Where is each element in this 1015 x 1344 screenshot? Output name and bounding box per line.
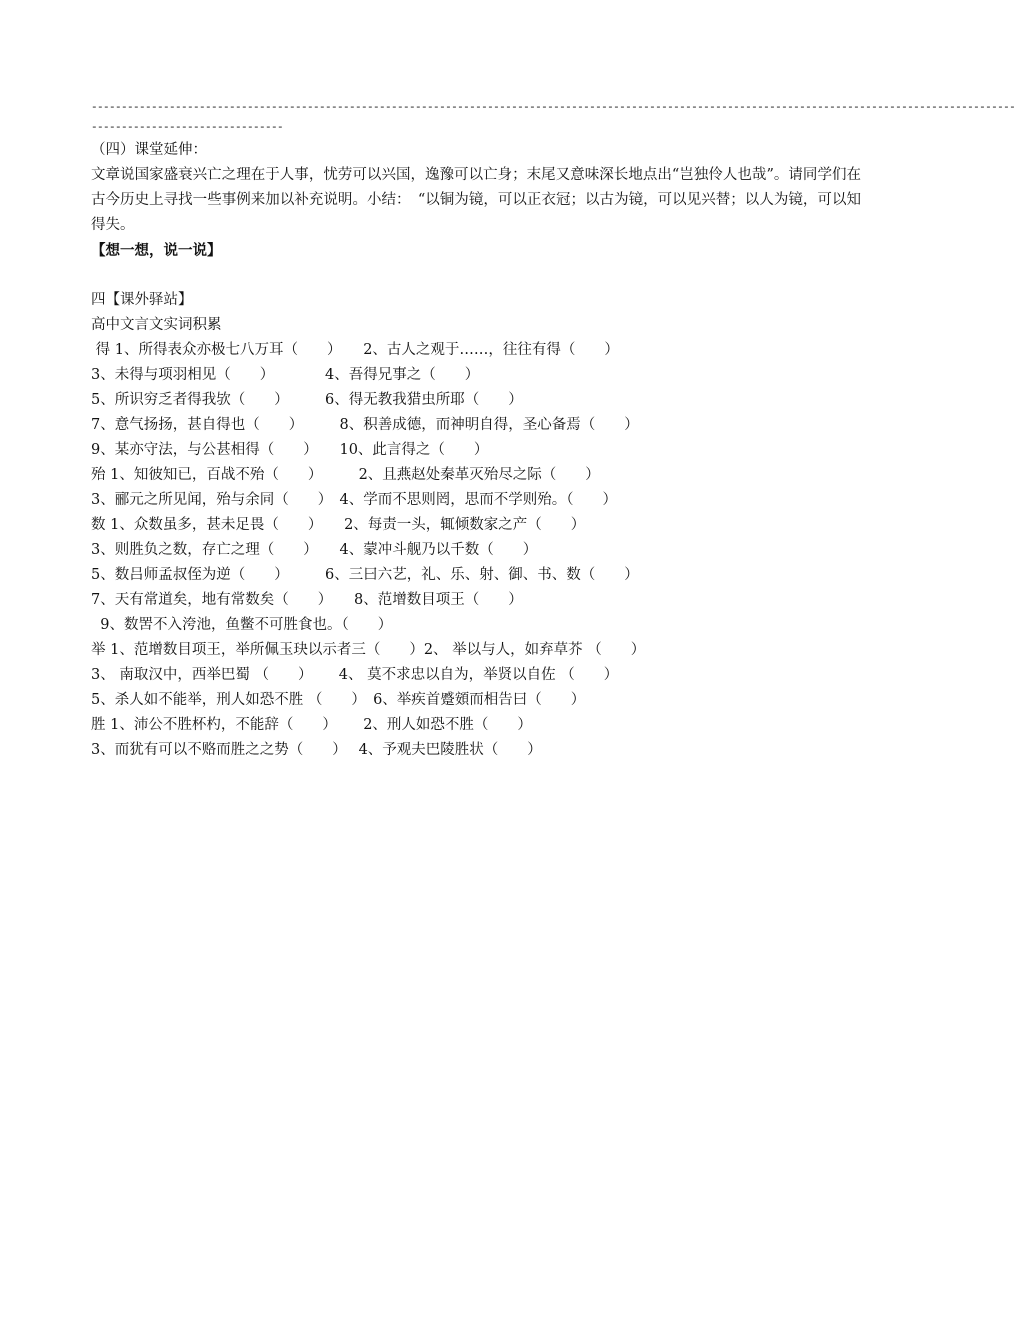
exercise-line: 得 1、所得表众亦极七八万耳（ ） 2、古人之观于……，往往有得（ ） [91,342,619,358]
extension-paragraph: 文章说国家盛衰兴亡之理在于人事，忧劳可以兴国，逸豫可以亡身；末尾又意味深长地点出“岂独伶人也哉”。请同学们在古今历史上寻找一些事例来加以补充说明。小结： “以铜为镜，可以正衣冠；以古为镜，可以见兴替；以人为镜，可以知得失。 [91,167,861,233]
section-heading-extension: （四）课堂延伸： [91,142,207,158]
exercise-line: 殆 1、知彼知已，百战不殆（ ） 2、且燕赵处秦革灭殆尽之际（ ） [91,467,600,483]
exercise-line: 9、数罟不入洿池，鱼鳖不可胜食也。（ ） [91,617,393,633]
section-subheading-vocabulary: 高中文言文实词积累 [91,317,222,333]
exercise-line: 5、数吕师孟叔侄为逆（ ） 6、三曰六艺，礼、乐、射、御、书、数（ ） [91,567,639,583]
think-and-say-prompt: 【想一想，说一说】 [91,242,222,259]
exercise-line: 5、所识穷乏者得我欤（ ） 6、得无教我猎虫所耶（ ） [91,392,523,408]
exercise-line: 3、则胜负之数，存亡之理（ ） 4、蒙冲斗舰乃以千数（ ） [91,542,538,558]
blank-line [91,263,861,288]
exercise-line: 7、意气扬扬，甚自得也（ ） 8、积善成德，而神明自得，圣心备焉（ ） [91,417,639,433]
section-heading-station: 四【课外驿站】 [91,292,193,308]
divider-line: ---------------------------------------------------------------------------------------------------------------------------------------------------------- [91,102,1015,114]
exercise-list [91,338,861,763]
exercise-line: 胜 1、沛公不胜杯杓，不能辞（ ） 2、刑人如恐不胜（ ） [91,717,532,733]
exercise-line: 3、未得与项羽相见（ ） 4、吾得兄事之（ ） [91,367,480,383]
exercise-line: 数 1、众数虽多，甚未足畏（ ） 2、每责一头，辄倾数家之产（ ） [91,517,586,533]
exercise-line: 3、而犹有可以不赂而胜之之势（ ） 4、予观夫巴陵胜状（ ） [91,742,542,758]
divider-line-continued: -------------------------------- [91,122,284,134]
exercise-line: 5、杀人如不能举，刑人如恐不胜 （ ） 6、举疾首蹙頞而相告曰（ ） [91,692,586,708]
exercise-line: 9、某亦守法，与公甚相得（ ） 10、此言得之（ ） [91,442,489,458]
exercise-line: 3、 南取汉中，西举巴蜀 （ ） 4、 莫不求忠以自为，举贤以自佐 （ ） [91,667,619,683]
exercise-line: 举 1、范增数目项王，举所佩玉玦以示者三（ ）2、 举以与人，如弃草芥 （ ） [91,642,646,658]
exercise-line: 3、郦元之所见闻，殆与余同（ ） 4、学而不思则罔，思而不学则殆。（ ） [91,492,617,508]
exercise-line: 7、天有常道矣，地有常数矣（ ） 8、范增数目项王（ ） [91,592,523,608]
document-page [91,98,1015,763]
